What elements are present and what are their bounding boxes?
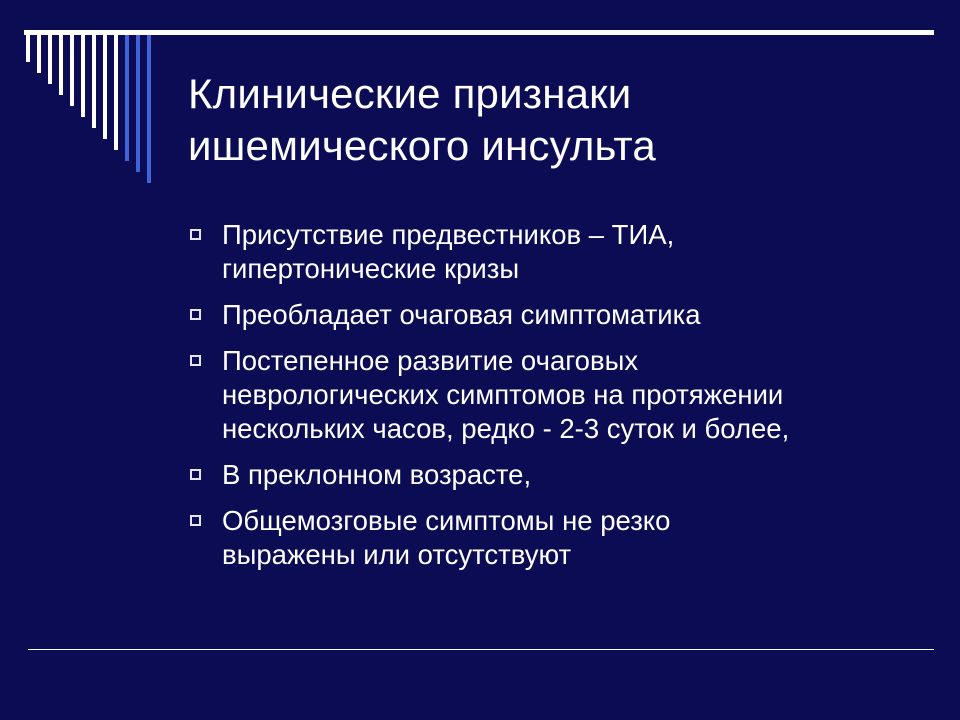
bullet-line: Постепенное развитие очаговых	[222, 345, 639, 376]
deco-stripe	[92, 35, 96, 128]
bullet-text	[222, 218, 928, 286]
slide-title	[188, 68, 908, 172]
bullet-line: нескольких часов, редко - 2-3 суток и более,	[222, 413, 790, 444]
bullet-line: Преобладает очаговая симптоматика	[222, 299, 701, 330]
bullet-text	[222, 458, 928, 492]
bullet-item	[188, 344, 928, 446]
hollow-square-icon	[190, 309, 201, 320]
title-line: Клинические признаки	[188, 70, 632, 117]
bullet-line: выражены или отсутствуют	[222, 539, 572, 570]
bottom-rule	[28, 649, 934, 650]
hollow-square-icon	[190, 355, 201, 366]
bullet-item	[188, 504, 928, 572]
bullet-text	[222, 344, 928, 446]
deco-stripe	[125, 35, 129, 161]
deco-stripe	[81, 35, 85, 117]
bullet-text	[222, 504, 928, 572]
deco-stripe	[48, 35, 52, 84]
bullet-line: В преклонном возрасте,	[222, 459, 532, 490]
title-line: ишемического инсульта	[188, 122, 656, 169]
bullet-item	[188, 458, 928, 492]
top-rule	[24, 30, 934, 35]
bullet-line: Общемозговые симптомы не резко	[222, 505, 671, 536]
bullet-line: неврологических симптомов на протяжении	[222, 379, 784, 410]
deco-stripe	[147, 35, 151, 183]
bullet-line: гипертонические кризы	[222, 253, 520, 284]
deco-stripe	[37, 35, 41, 73]
deco-stripe	[136, 35, 140, 172]
deco-stripe	[26, 35, 30, 62]
deco-stripe	[103, 35, 107, 139]
deco-stripe	[114, 35, 118, 150]
bullet-line: Присутствие предвестников – ТИА,	[222, 219, 675, 250]
bullet-text	[222, 298, 928, 332]
bullet-list	[188, 218, 928, 584]
hollow-square-icon	[190, 229, 201, 240]
hollow-square-icon	[190, 469, 201, 480]
hollow-square-icon	[190, 515, 201, 526]
deco-stripe	[59, 35, 63, 95]
bullet-item	[188, 218, 928, 286]
deco-stripe	[70, 35, 74, 106]
bullet-item	[188, 298, 928, 332]
